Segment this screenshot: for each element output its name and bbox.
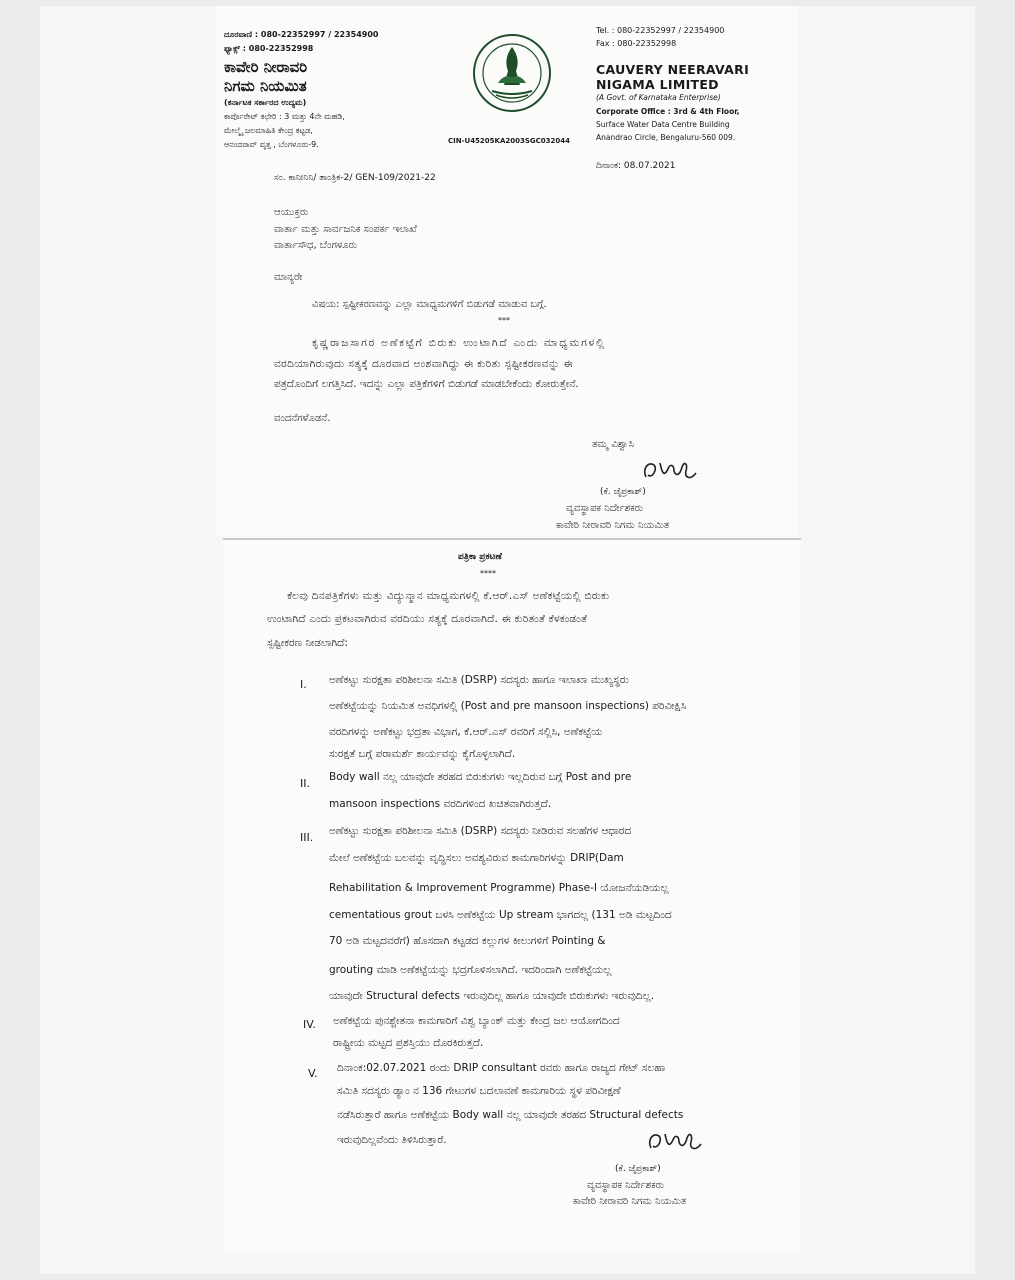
- item-number: I.: [300, 678, 307, 691]
- item-line: ರಾಷ್ಟ್ರೀಯ ಮಟ್ಟದ ಪ್ರಶಸ್ತಿಯು ದೊರಕಿರುತ್ತದೆ.: [333, 1037, 484, 1049]
- press-release-page: [223, 538, 801, 1252]
- signatory-designation: ವ್ಯವಸ್ಥಾಪಕ ನಿರ್ದೇಶಕರು: [566, 503, 644, 514]
- address-kn-line2: ಮೇಲ್ಮೈ ಜಲಮಾಹಿತಿ ಕೇಂದ್ರ ಕಟ್ಟಡ,: [224, 126, 313, 135]
- item-line: ನಡೆಸಿರುತ್ತಾರೆ ಹಾಗೂ ಅಣೆಕಟ್ಟೆಯ Body wall ನಲ್ಲ ಯಾವುದೇ ತರಹದ Structural defects: [337, 1109, 684, 1121]
- yours-faithfully: ತಮ್ಮ ವಿಶ್ವಾಸಿ: [592, 439, 634, 450]
- item-number: III.: [300, 831, 314, 844]
- item-line: grouting ಮಾಡಿ ಅಣೆಕಟ್ಟೆಯನ್ನು ಭದ್ರಗೊಳಿಸಲಾಗಿದೆ. ಇದರಿಂದಾಗಿ ಅಣೆಕಟ್ಟೆಯಲ್ಲ: [329, 964, 612, 976]
- salutation: ಮಾನ್ಯರೇ: [274, 272, 303, 283]
- item-line: ಅಣೆಕಟ್ಟೆಯನ್ನು ನಿಯಮಿತ ಅವಧಿಗಳಲ್ಲಿ (Post and pre mansoon inspections) ಪರಿವೀಕ್ಷಿಸಿ: [329, 700, 687, 712]
- signature-image: [645, 1128, 705, 1158]
- letter-page: [216, 6, 798, 536]
- item-line: ಯಾವುದೇ Structural defects ಇರುವುದಿಲ್ಲ ಹಾಗೂ ಯಾವುದೇ ಬಿರುಕುಗಳು ಇರುವುದಿಲ್ಲ.: [329, 990, 655, 1002]
- org-govt-en: (A Govt. of Karnataka Enterprise): [596, 93, 721, 102]
- press-intro-line: ಉಂಟಾಗಿದೆ ಎಂದು ಪ್ರಕಟವಾಗಿರುವ ವರದಿಯು ಸತ್ಯಕ್ಕೆ ದೂರವಾಗಿದೆ. ಈ ಕುರಿತಂತೆ ಕೆಳಕಂಡಂತೆ: [267, 613, 588, 625]
- item-line: ಸಮಿತಿ ಸದಸ್ಯರು ಡ್ಯಾಂ ನ 136 ಗೇಟುಗಳ ಬದಲಾವಣೆ ಕಾಮಗಾರಿಯ ಸ್ಥಳ ಪರಿವೀಕ್ಷಣೆ: [337, 1085, 621, 1097]
- address-kn-line1: ಕಾರ್ಪೊರೇಟ್ ಕಛೇರಿ : 3 ಮತ್ತು 4ನೇ ಮಹಡಿ,: [224, 112, 345, 121]
- press-release-title: ಪತ್ರಿಕಾ ಪ್ರಕಟಣೆ: [458, 552, 502, 562]
- cin-number: CIN-U45205KA2003SGC032044: [448, 137, 571, 145]
- item-line: mansoon inspections ವರದಿಗಳಿಂದ ಖಚಿತವಾಗಿರುತ್ತದೆ.: [329, 798, 552, 810]
- item-line: ಮೇಲೆ ಅಣೆಕಟ್ಟೆಯ ಬಲವನ್ನು ವೃದ್ಧಿಸಲು ಅವಶ್ಯವಿರುವ ಕಾಮಗಾರಿಗಳನ್ನು DRIP(Dam: [329, 852, 624, 864]
- corporation-emblem-logo: [472, 33, 552, 113]
- item-line: Body wall ನಲ್ಲ ಯಾವುದೇ ತರಹದ ಬಿರುಕುಗಳು ಇಲ್ಲದಿರುವ ಬಗ್ಗೆ Post and pre: [329, 771, 632, 783]
- item-number: II.: [300, 777, 310, 790]
- item-line: ಇರುವುದಿಲ್ಲವೆಂದು ತಿಳಿಸಿರುತ್ತಾರೆ.: [337, 1134, 447, 1146]
- signatory-organisation: ಕಾವೇರಿ ನೀರಾವರಿ ನಿಗಮ ನಿಯಮಿತ: [556, 520, 670, 531]
- signatory-name: (ಕೆ. ಜೈಪ್ರಕಾಶ್): [615, 1164, 661, 1174]
- signatory-designation: ವ್ಯವಸ್ಥಾಪಕ ನಿರ್ದೇಶಕರು: [587, 1180, 665, 1191]
- addressee-line1: ಆಯುಕ್ತರು: [274, 207, 309, 218]
- item-line: cementatious grout ಬಳಸಿ ಅಣೆಕಟ್ಟೆಯ Up stream ಭಾಗದಲ್ಲ (131 ಅಡಿ ಮಟ್ಟದಿಂದ: [329, 909, 672, 921]
- header-phone-kn: ದೂರವಾಣಿ : 080-22352997 / 22354900: [224, 30, 379, 39]
- header-fax-kn: ಫ್ಯಾಕ್ಸ್ : 080-22352998: [224, 44, 314, 53]
- closing: ವಂದನೆಗಳೊಡನೆ.: [274, 413, 331, 424]
- item-line: ದಿನಾಂಕ:02.07.2021 ರಂದು DRIP consultant ರವರು ಹಾಗೂ ರಾಜ್ಯದ ಗೇಟ್ ಸಲಹಾ: [337, 1062, 666, 1074]
- addressee-line2: ವಾರ್ತಾ ಮತ್ತು ಸಾರ್ವಜನಿಕ ಸಂಪರ್ಕ ಇಲಾಖೆ: [274, 224, 417, 235]
- corporate-office-line3: Anandrao Circle, Bengaluru-560 009.: [596, 133, 736, 142]
- org-name-kn-line1: ಕಾವೇರಿ ನೀರಾವರಿ: [224, 58, 308, 76]
- addressee-line3: ವಾರ್ತಾಸೌಧ, ಬೆಂಗಳೂರು: [274, 240, 358, 251]
- body-line: ಪತ್ರದೊಂದಿಗೆ ಲಗತ್ತಿಸಿದೆ. ಇದನ್ನು ಎಲ್ಲಾ ಪತ್ರಿಕೆಗಳಿಗೆ ಬಿಡುಗಡೆ ಮಾಡಬೇಕೆಂದು ಕೋರುತ್ತೇನೆ.: [274, 378, 579, 390]
- item-line: ಅಣೆಕಟ್ಟೆಯ ಪುನಶ್ಚೇತನಾ ಕಾಮಗಾರಿಗೆ ವಿಶ್ವ ಬ್ಯಾಂಕ್ ಮತ್ತು ಕೇಂದ್ರ ಜಲ ಆಯೋಗದಿಂದ: [333, 1015, 620, 1027]
- address-kn-line3: ಆನಂದರಾವ್ ವೃತ್ತ , ಬೆಂಗಳೂರು-9.: [224, 140, 319, 149]
- body-line: ಕೃಷ್ಣರಾಜಸಾಗರ ಅಣೆಕಟ್ಟೆಗೆ ಬಿರುಕು ಉಂಟಾಗಿದೆ ಎಂದು ಮಾಧ್ಯಮಗಳಲ್ಲಿ: [312, 337, 606, 349]
- signatory-name: (ಕೆ. ಜೈಪ್ರಕಾಶ್): [600, 487, 646, 497]
- header-fax: Fax : 080-22352998: [596, 39, 677, 48]
- org-govt-kn: (ಕರ್ನಾಟಕ ಸರ್ಕಾರದ ಉದ್ಯಮ): [224, 98, 307, 107]
- org-name-en-line1: CAUVERY NEERAVARI: [596, 62, 750, 77]
- press-intro-line: ಸ್ಪಷ್ಟೀಕರಣ ನೀಡಲಾಗಿದೆ:: [267, 637, 348, 649]
- press-intro-line: ಕೆಲವು ದಿನಪತ್ರಿಕೆಗಳು ಮತ್ತು ವಿದ್ಯುನ್ಮಾನ ಮಾಧ್ಯಮಗಳಲ್ಲಿ ಕೆ.ಆರ್.ಎಸ್ ಅಣೆಕಟ್ಟೆಯಲ್ಲಿ ಬಿರುಕು: [287, 590, 610, 602]
- press-release-stars: ****: [480, 569, 496, 578]
- item-line: Rehabilitation & Improvement Programme) Phase-I ಯೋಜನೆಯಡಿಯಲ್ಲ: [329, 882, 669, 894]
- item-line: ಅಣೆಕಟ್ಟು ಸುರಕ್ಷತಾ ಪರಿಶೀಲನಾ ಸಮಿತಿ (DSRP) ಸದಸ್ಯರು ನೀಡಿರುವ ಸಲಹೆಗಳ ಆಧಾರದ: [329, 825, 632, 837]
- item-line: ವರದಿಗಳನ್ನು ಅಣೆಕಟ್ಟು ಭದ್ರತಾ ವಿಭಾಗ, ಕೆ.ಆರ್.ಎಸ್ ರವರಿಗೆ ಸಲ್ಲಿಸಿ, ಅಣೆಕಟ್ಟೆಯ: [329, 726, 603, 738]
- item-number: V.: [308, 1067, 318, 1080]
- signatory-organisation: ಕಾವೇರಿ ನೀರಾವರಿ ನಿಗಮ ನಿಯಮಿತ: [573, 1196, 687, 1207]
- separator-stars: ***: [498, 316, 510, 325]
- org-name-kn-line2: ನಿಗಮ ನಿಯಮಿತ: [224, 77, 307, 95]
- subject-line: ವಿಷಯ: ಸ್ಪಷ್ಟೀಕರಣವನ್ನು ಎಲ್ಲಾ ಮಾಧ್ಯಮಗಳಿಗೆ ಬಿಡುಗಡೆ ಮಾಡುವ ಬಗ್ಗೆ.: [312, 299, 547, 310]
- org-name-en-line2: NIGAMA LIMITED: [596, 77, 719, 92]
- reference-number: ಸಂ. ಕಾನೀನಿನಿ/ ತಾಂತ್ರಿಕ-2/ GEN-109/2021-22: [274, 173, 436, 183]
- item-line: ಅಣೆಕಟ್ಟು ಸುರಕ್ಷತಾ ಪರಿಶೀಲನಾ ಸಮಿತಿ (DSRP) ಸದಸ್ಯರು ಹಾಗೂ ಇಲಾಖಾ ಮುಖ್ಯಸ್ಥರು: [329, 674, 629, 686]
- corporate-office-line2: Surface Water Data Centre Building: [596, 120, 730, 129]
- item-line: ಸುರಕ್ಷತೆ ಬಗ್ಗೆ ಪರಾಮರ್ಶೆ ಕಾರ್ಯವನ್ನು ಕೈಗೊಳ್ಳಲಾಗಿದೆ.: [329, 748, 516, 760]
- item-line: 70 ಅಡಿ ಮಟ್ಟದವರೆಗೆ) ಹೊಸದಾಗಿ ಕಟ್ಟಡದ ಕಲ್ಲುಗಳ ಕೀಲುಗಳಿಗೆ Pointing &: [329, 935, 606, 947]
- corporate-office-line1: Corporate Office : 3rd & 4th Floor,: [596, 107, 740, 116]
- signature-image: [640, 455, 700, 487]
- header-tel: Tel. : 080-22352997 / 22354900: [596, 26, 725, 35]
- body-line: ವರದಿಯಾಗಿರುವುದು ಸತ್ಯಕ್ಕೆ ದೂರವಾದ ಅಂಶವಾಗಿದ್ದು ಈ ಕುರಿತು ಸ್ಪಷ್ಟೀಕರಣವನ್ನು ಈ: [274, 358, 574, 370]
- item-number: IV.: [303, 1018, 316, 1031]
- letter-date: ದಿನಾಂಕ: 08.07.2021: [596, 161, 676, 171]
